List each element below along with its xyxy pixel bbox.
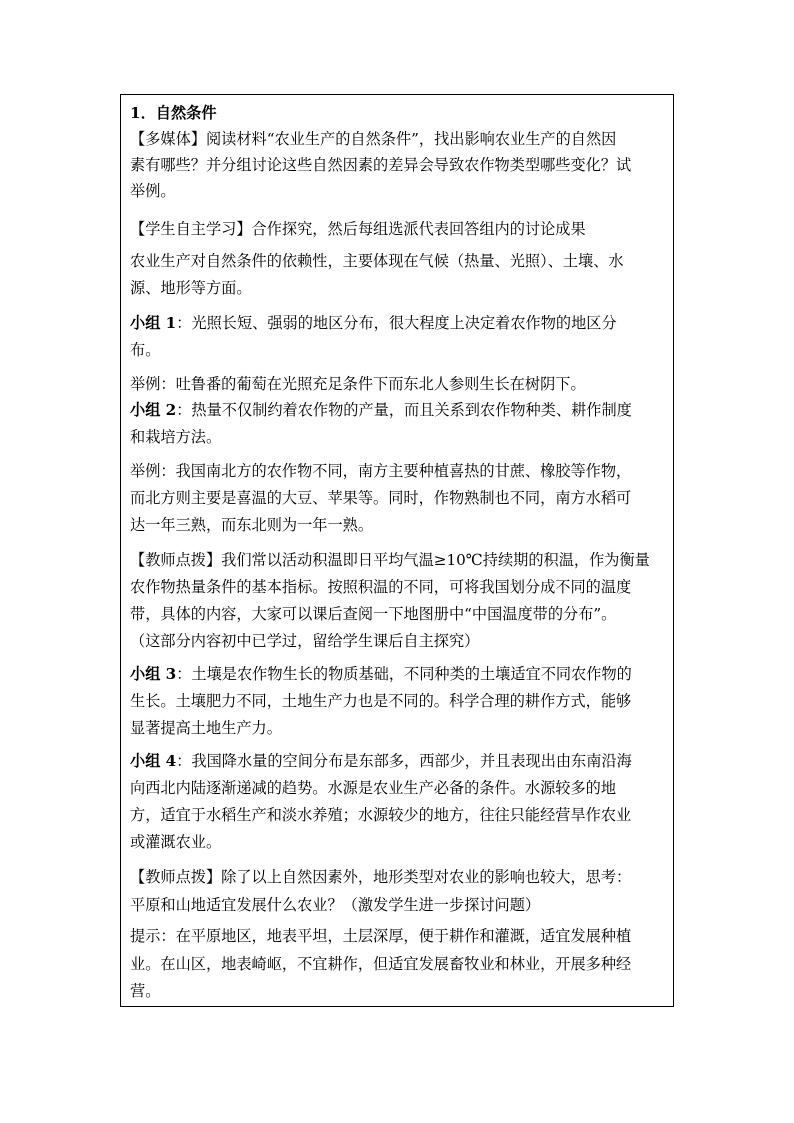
- group2-example-line-2: 而北方则主要是喜温的大豆、苹果等。同时，作物熟制也不同，南方水稻可: [130, 489, 632, 507]
- section-heading-text: 自然条件: [155, 104, 217, 122]
- group3-paragraph-line-2: 生长。土壤肥力不同，土地生产力也是不同的。科学合理的耕作方式，能够: [130, 692, 632, 710]
- hint-paragraph-line-3: 营。: [130, 982, 161, 1000]
- group3-paragraph-line-3: 显著提高土地生产力。: [130, 719, 282, 737]
- group1-text-1: ：光照长短、强弱的地区分布，很大程度上决定着农作物的地区分: [176, 314, 617, 332]
- teacher2-tag: 【教师点拨】: [130, 868, 222, 886]
- group1-paragraph-line-2: 布。: [130, 341, 161, 359]
- group4-tag: 小组 4: [130, 752, 177, 770]
- group2-paragraph-line-2: 和栽培方法。: [130, 428, 222, 446]
- group4-paragraph-line-4: 或灌溉农业。: [130, 833, 222, 851]
- lesson-table-cell: [120, 94, 674, 1007]
- student-paragraph-line-2: 农业生产对自然条件的依赖性，主要体现在气候（热量、光照）、土壤、水: [130, 252, 624, 270]
- multimedia-paragraph-line-3: 举例。: [130, 182, 176, 200]
- teacher1-paragraph-line-2: 农作物热量条件的基本指标。按照积温的不同，可将我国划分成不同的温度: [130, 578, 632, 596]
- teacher2-paragraph-line-1: [130, 867, 631, 887]
- student-text-1: 合作探究，然后每组选派代表回答组内的讨论成果: [251, 220, 586, 238]
- hint-paragraph-line-1: 提示：在平原地区，地表平坦，土层深厚，便于耕作和灌溉，适宜发展种植: [130, 927, 632, 945]
- group3-paragraph-line-1: [130, 664, 632, 684]
- teacher1-tag: 【教师点拨】: [130, 551, 222, 569]
- teacher1-paragraph-line-4: （这部分内容初中已学过，留给学生课后自主探究）: [130, 632, 480, 650]
- teacher2-text-1: 除了以上自然因素外，地形类型对农业的影响也较大，思考：: [221, 868, 632, 886]
- teacher2-paragraph-line-2: 平原和山地适宜发展什么农业？（激发学生进一步探讨问题）: [130, 896, 541, 914]
- group2-example-line-1: 举例：我国南北方的农作物不同，南方主要种植喜热的甘蔗、橡胶等作物，: [130, 462, 632, 480]
- section-heading: [130, 103, 217, 123]
- multimedia-tag: 【多媒体】: [130, 130, 206, 148]
- group3-tag: 小组 3: [130, 665, 177, 683]
- group2-example-line-3: 达一年三熟，而东北则为一年一熟。: [130, 516, 373, 534]
- multimedia-paragraph-line-1: [130, 129, 616, 149]
- hint-paragraph-line-2: 业。在山区，地表崎岖，不宜耕作，但适宜发展畜牧业和林业，开展多种经: [130, 955, 632, 973]
- student-paragraph-line-3: 源、地形等方面。: [130, 279, 252, 297]
- group2-tag: 小组 2: [130, 401, 177, 419]
- multimedia-paragraph-line-2: 素有哪些？并分组讨论这些自然因素的差异会导致农作物类型哪些变化？试: [130, 156, 632, 174]
- group2-text-1: ：热量不仅制约着农作物的产量，而且关系到农作物种类、耕作制度: [176, 401, 632, 419]
- group4-text-1: ：我国降水量的空间分布是东部多，西部少，并且表现出由东南沿海: [176, 752, 632, 770]
- group4-paragraph-line-2: 向西北内陆逐渐递减的趋势。水源是农业生产必备的条件。水源较多的地: [130, 779, 616, 797]
- group1-tag: 小组 1: [130, 314, 177, 332]
- group2-paragraph-line-1: [130, 400, 632, 420]
- teacher1-paragraph-line-1: [130, 550, 650, 570]
- group1-example: 举例：吐鲁番的葡萄在光照充足条件下而东北人参则生长在树阴下。: [130, 375, 586, 393]
- group3-text-1: ：土壤是农作物生长的物质基础，不同种类的土壤适宜不同农作物的: [176, 665, 632, 683]
- group4-paragraph-line-1: [130, 751, 632, 771]
- group1-paragraph-line-1: [130, 313, 617, 333]
- group4-paragraph-line-3: 方，适宜于水稻生产和淡水养殖；水源较少的地方，往往只能经营旱作农业: [130, 806, 632, 824]
- section-heading-number: 1．: [130, 104, 156, 122]
- teacher1-text-1: 我们常以活动积温即日平均气温≥10℃持续期的积温，作为衡量: [221, 551, 650, 569]
- teacher1-paragraph-line-3: 带，具体的内容，大家可以课后查阅一下地图册中“中国温度带的分布”。: [130, 605, 617, 623]
- multimedia-text-1: 阅读材料“农业生产的自然条件”，找出影响农业生产的自然因: [205, 130, 617, 148]
- student-paragraph-line-1: [130, 219, 586, 239]
- student-tag: 【学生自主学习】: [130, 220, 252, 238]
